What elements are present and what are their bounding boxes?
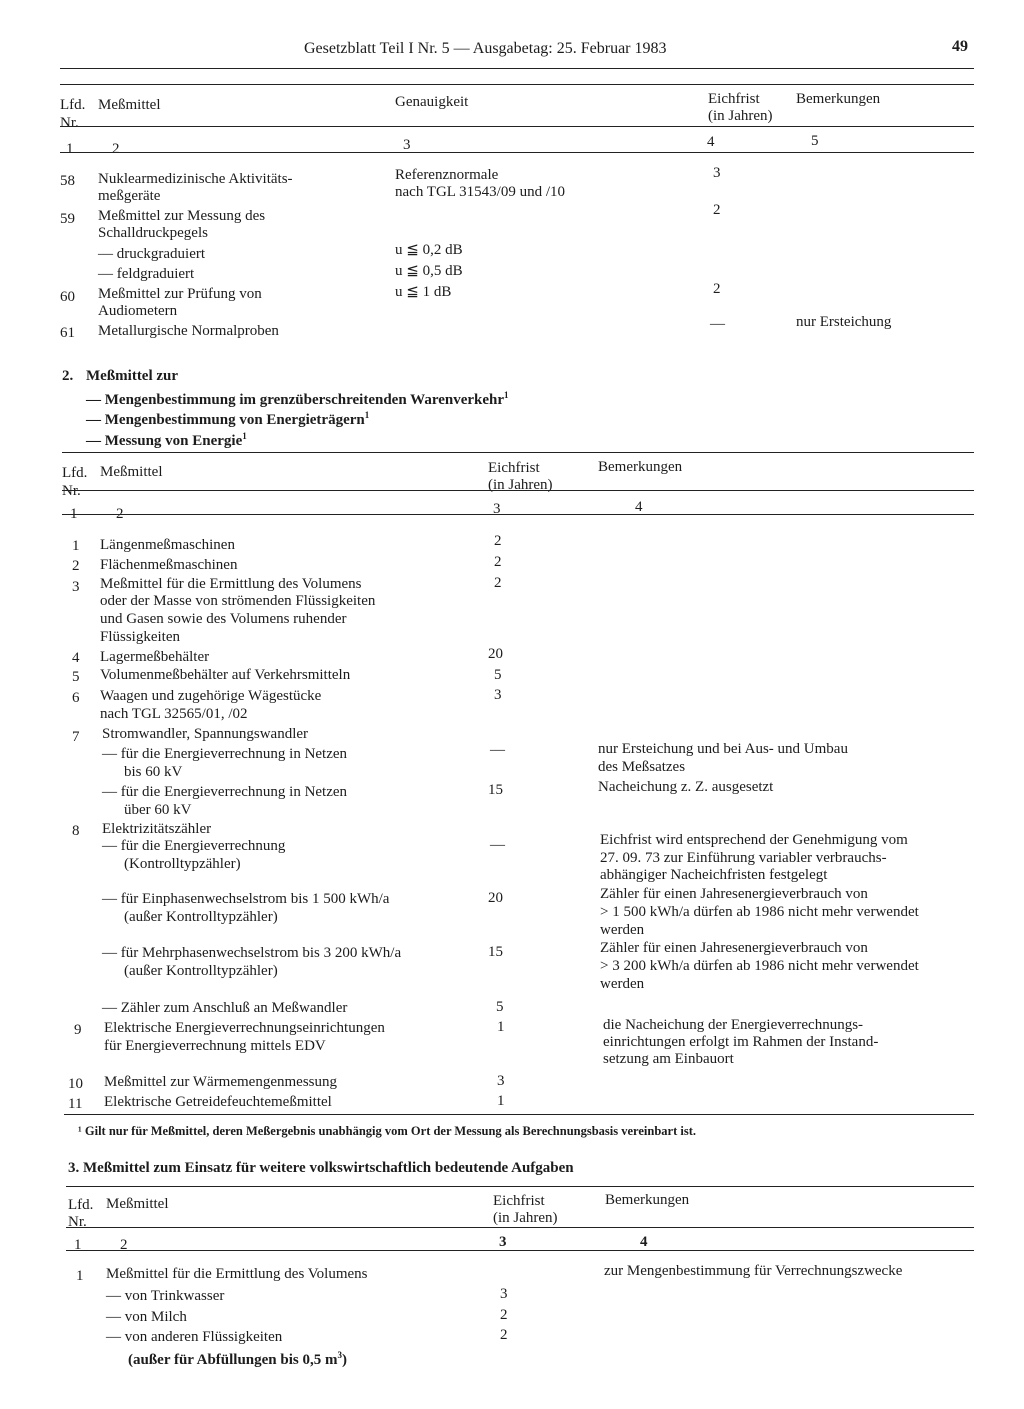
table1-row60-genauigkeit: u ≦ 1 dB [395, 284, 452, 300]
table3-header-rule [66, 1227, 974, 1228]
table1-row60-text: Meßmittel zur Prüfung von [98, 286, 262, 302]
table2-row9-eichfrist: 1 [497, 1019, 505, 1035]
table3-row1-sub3-note: (außer für Abfüllungen bis 0,5 $m^3$) [128, 1350, 347, 1368]
table1-row59-sub1: — druckgraduiert [98, 246, 206, 262]
table2-row3-nr: 3 [72, 579, 80, 595]
table1-header-messmittel: Meßmittel [98, 97, 161, 113]
table2-row8-sub2-bemerkungen3: werden [600, 922, 645, 938]
table2-row8-sub4: — Zähler zum Anschluß an Meßwandler [102, 1000, 348, 1016]
table3-row1-bemerkungen: zur Mengenbestimmung für Verrechnungszwecke [604, 1263, 903, 1279]
table2-row3-text2: oder der Masse von strömenden Flüssigkeiten [100, 593, 376, 609]
table2-row2-nr: 2 [72, 558, 80, 574]
table2-row7-sub2-eichfrist: 15 [488, 782, 503, 798]
table2-row6-nr: 6 [72, 690, 80, 706]
table2-row7-sub2-bemerkungen: Nacheichung z. Z. ausgesetzt [598, 779, 774, 795]
table1-row59-sub1-genauigkeit: u ≦ 0,2 dB [395, 242, 463, 258]
table1-colnum-1: 1 [66, 141, 74, 157]
table2-colnum-3: 3 [493, 501, 501, 517]
table2-row7-nr: 7 [72, 729, 80, 745]
table2-row10-nr: 10 [68, 1076, 83, 1092]
table1-row58-nr: 58 [60, 173, 75, 189]
section2-number: 2. [62, 368, 74, 384]
table2-row1-eichfrist: 2 [494, 533, 502, 549]
table2-row6-text2: nach TGL 32565/01, /02 [100, 706, 248, 722]
table2-row10-eichfrist: 3 [497, 1073, 505, 1089]
table1-header-nr2: Nr. [60, 115, 79, 131]
table1-row60-nr: 60 [60, 289, 75, 305]
table1-colnum-4: 4 [707, 134, 715, 150]
table3-colnum-rule [66, 1250, 974, 1251]
table1-header-eichfrist: Eichfrist [708, 91, 760, 107]
table2-row5-nr: 5 [72, 669, 80, 685]
table1-row61-text: Metallurgische Normalproben [98, 323, 279, 339]
table1-row58-genauigkeit: Referenznormale [395, 167, 499, 183]
table3-row1-sub3-eichfrist: 2 [500, 1327, 508, 1343]
table2-row8-sub3-text2: (außer Kontrolltypzähler) [124, 963, 278, 979]
table2-row9-bemerkungen2: einrichtungen erfolgt im Rahmen der Instand- [603, 1034, 879, 1050]
table2-row8-sub3-bemerkungen: Zähler für einen Jahresenergieverbrauch von [600, 940, 868, 956]
table2-row8-sub2-bemerkungen2: > 1 500 kWh/a dürfen ab 1986 nicht mehr verwendet [600, 904, 919, 920]
table2-row4-text: Lagermeßbehälter [100, 649, 210, 665]
table1-row58-text2: meßgeräte [98, 188, 161, 204]
table1-row59-text2: Schalldruckpegels [98, 225, 208, 241]
table2-row8-sub2-bemerkungen: Zähler für einen Jahresenergieverbrauch von [600, 886, 868, 902]
table2-row9-bemerkungen: die Nacheichung der Energieverrechnungs- [603, 1017, 864, 1033]
table2-row8-sub3: — für Mehrphasenwechselstrom bis 3 200 kWh/a [102, 945, 402, 961]
table1-row61-bemerkungen: nur Ersteichung [796, 314, 892, 330]
table2-row8-sub1-bemerkungen3: abhängiger Nacheichfristen festgelegt [600, 867, 828, 883]
table3-colnum-4: 4 [640, 1234, 648, 1250]
section2-item-1: — Mengenbestimmung im grenzüberschreitenden Warenverkehr$^1$ [86, 390, 509, 408]
table2-colnum-rule [62, 514, 974, 515]
table1-row59-sub2: — feldgraduiert [98, 266, 195, 282]
table2-header-messmittel: Meßmittel [100, 464, 163, 480]
table2-row9-nr: 9 [74, 1022, 82, 1038]
table2-top-rule [62, 452, 974, 453]
table3-colnum-2: 2 [120, 1237, 128, 1253]
table2-row7-sub1: — für die Energieverrechnung in Netzen [102, 746, 348, 762]
table2-row5-eichfrist: 5 [494, 667, 502, 683]
table3-row1-text: Meßmittel für die Ermittlung des Volumens [106, 1266, 368, 1282]
table2-row8-sub1-bemerkungen: Eichfrist wird entsprechend der Genehmigung vom [600, 832, 908, 848]
table3-header-nr: Lfd. [68, 1197, 94, 1213]
table2-row4-nr: 4 [72, 650, 80, 666]
table2-row8-sub3-eichfrist: 15 [488, 944, 503, 960]
table2-row3-text3: und Gasen sowie des Volumens ruhender [100, 611, 347, 627]
table1-header-genauigkeit: Genauigkeit [395, 94, 469, 110]
table2-row7-sub1-text2: bis 60 kV [124, 764, 183, 780]
table1-row61-nr: 61 [60, 325, 75, 341]
table1-row59-text: Meßmittel zur Messung des [98, 208, 266, 224]
table3-row1-sub2: — von Milch [106, 1309, 187, 1325]
table1-top-rule [60, 84, 974, 85]
table2-row8-sub1-eichfrist: — [490, 837, 505, 853]
table1-row61-eichfrist: — [710, 316, 725, 332]
table3-header-eichfrist: Eichfrist [493, 1193, 545, 1209]
table3-colnum-1: 1 [74, 1237, 82, 1253]
table1-header-rule [60, 126, 974, 127]
table2-row7-sub1-bemerkungen2: des Meßsatzes [598, 759, 686, 775]
table2-row8-sub2: — für Einphasenwechselstrom bis 1 500 kWh/a [102, 891, 390, 907]
table2-row8-sub2-text2: (außer Kontrolltypzähler) [124, 909, 278, 925]
table2-row3-text: Meßmittel für die Ermittlung des Volumens [100, 576, 362, 592]
table2-row9-bemerkungen3: setzung am Einbauort [603, 1051, 734, 1067]
table1-header-bemerkungen: Bemerkungen [796, 91, 881, 107]
table3-row1-sub3: — von anderen Flüssigkeiten [106, 1329, 283, 1345]
section3-title: 3. Meßmittel zum Einsatz für weitere volkswirtschaftlich bedeutende Aufgaben [68, 1160, 574, 1176]
footnote: ¹ Gilt nur für Meßmittel, deren Meßergebnis unabhängig vom Ort der Messung als Berechnungsbasis vereinbart ist. [78, 1124, 697, 1138]
table2-row7-sub2-text2: über 60 kV [124, 802, 192, 818]
table2-row3-eichfrist: 2 [494, 575, 502, 591]
table2-row8-text: Elektrizitätszähler [102, 821, 212, 837]
table1-colnum-3: 3 [403, 137, 411, 153]
table2-header-eichfrist-unit: (in Jahren) [488, 477, 553, 493]
table2-header-bemerkungen: Bemerkungen [598, 459, 683, 475]
table1-colnum-rule [60, 152, 974, 153]
table2-row6-eichfrist: 3 [494, 687, 502, 703]
table2-row8-sub3-bemerkungen3: werden [600, 976, 645, 992]
table2-row7-sub1-eichfrist: — [490, 742, 505, 758]
table2-row7-sub2: — für die Energieverrechnung in Netzen [102, 784, 348, 800]
table2-row5-text: Volumenmeßbehälter auf Verkehrsmitteln [100, 667, 351, 683]
table2-header-rule [62, 490, 974, 491]
table1-row58-genauigkeit2: nach TGL 31543/09 und /10 [395, 184, 565, 200]
table2-header-nr2: Nr. [62, 483, 81, 499]
table3-header-eichfrist-unit: (in Jahren) [493, 1210, 558, 1226]
table3-colnum-3: 3 [499, 1234, 507, 1250]
table2-row9-text2: für Energieverrechnung mittels EDV [104, 1038, 326, 1054]
table1-colnum-5: 5 [811, 133, 819, 149]
table1-row58-eichfrist: 3 [713, 165, 721, 181]
table3-row1-sub2-eichfrist: 2 [500, 1307, 508, 1323]
table2-row8-sub2-eichfrist: 20 [488, 890, 503, 906]
table3-row1-sub1-eichfrist: 3 [500, 1286, 508, 1302]
table1-header-eichfrist-unit: (in Jahren) [708, 108, 773, 124]
table2-colnum-2: 2 [116, 506, 124, 522]
table3-row1-nr: 1 [76, 1268, 84, 1284]
table3-header-messmittel: Meßmittel [106, 1196, 169, 1212]
table1-row59-sub2-genauigkeit: u ≦ 0,5 dB [395, 263, 463, 279]
table1-row60-text2: Audiometern [98, 303, 178, 319]
page-number: 49 [952, 38, 968, 55]
table2-row1-text: Längenmeßmaschinen [100, 537, 235, 553]
table2-row8-nr: 8 [72, 823, 80, 839]
table2-row9-text: Elektrische Energieverrechnungseinrichtungen [104, 1020, 385, 1036]
table3-header-nr2: Nr. [68, 1214, 87, 1230]
table2-row11-text: Elektrische Getreidefeuchtemeßmittel [104, 1094, 332, 1110]
table2-row2-text: Flächenmeßmaschinen [100, 557, 238, 573]
header-rule [60, 68, 974, 69]
table2-row6-text: Waagen und zugehörige Wägestücke [100, 688, 322, 704]
table2-row3-text4: Flüssigkeiten [100, 629, 181, 645]
table1-header-nr: Lfd. [60, 97, 86, 113]
section2-title: Meßmittel zur [86, 368, 179, 384]
section2-item-3: — Messung von Energie$^1$ [86, 431, 247, 449]
table2-header-nr: Lfd. [62, 465, 88, 481]
table3-top-rule [66, 1186, 974, 1187]
table2-row4-eichfrist: 20 [488, 646, 503, 662]
table2-row11-eichfrist: 1 [497, 1093, 505, 1109]
table2-header-eichfrist: Eichfrist [488, 460, 540, 476]
table2-row8-sub1: — für die Energieverrechnung [102, 838, 286, 854]
table1-row59-nr: 59 [60, 211, 75, 227]
table2-row11-nr: 11 [68, 1096, 83, 1112]
table2-row1-nr: 1 [72, 538, 80, 554]
table3-header-bemerkungen: Bemerkungen [605, 1192, 690, 1208]
table2-row8-sub4-eichfrist: 5 [496, 999, 504, 1015]
running-title: Gesetzblatt Teil I Nr. 5 — Ausgabetag: 25. Februar 1983 [304, 40, 667, 57]
table2-row7-sub1-bemerkungen: nur Ersteichung und bei Aus- und Umbau [598, 741, 848, 757]
table1-row58-text: Nuklearmedizinische Aktivitäts- [98, 171, 293, 187]
table2-colnum-1: 1 [70, 506, 78, 522]
table3-row1-sub1: — von Trinkwasser [106, 1288, 225, 1304]
section2-item-2: — Mengenbestimmung von Energieträgern$^1$ [86, 410, 370, 428]
table2-bottom-rule [64, 1114, 974, 1115]
table2-row8-sub1-bemerkungen2: 27. 09. 73 zur Einführung variabler verbrauchs- [600, 850, 887, 866]
table2-row2-eichfrist: 2 [494, 554, 502, 570]
table2-row10-text: Meßmittel zur Wärmemengenmessung [104, 1074, 337, 1090]
table1-row60-eichfrist: 2 [713, 281, 721, 297]
table1-row59-eichfrist: 2 [713, 202, 721, 218]
table2-row7-text: Stromwandler, Spannungswandler [102, 726, 309, 742]
table2-row8-sub3-bemerkungen2: > 3 200 kWh/a dürfen ab 1986 nicht mehr verwendet [600, 958, 919, 974]
table2-colnum-4: 4 [635, 499, 643, 515]
table2-row8-sub1-text2: (Kontrolltypzähler) [124, 856, 241, 872]
table1-colnum-2: 2 [112, 141, 120, 157]
